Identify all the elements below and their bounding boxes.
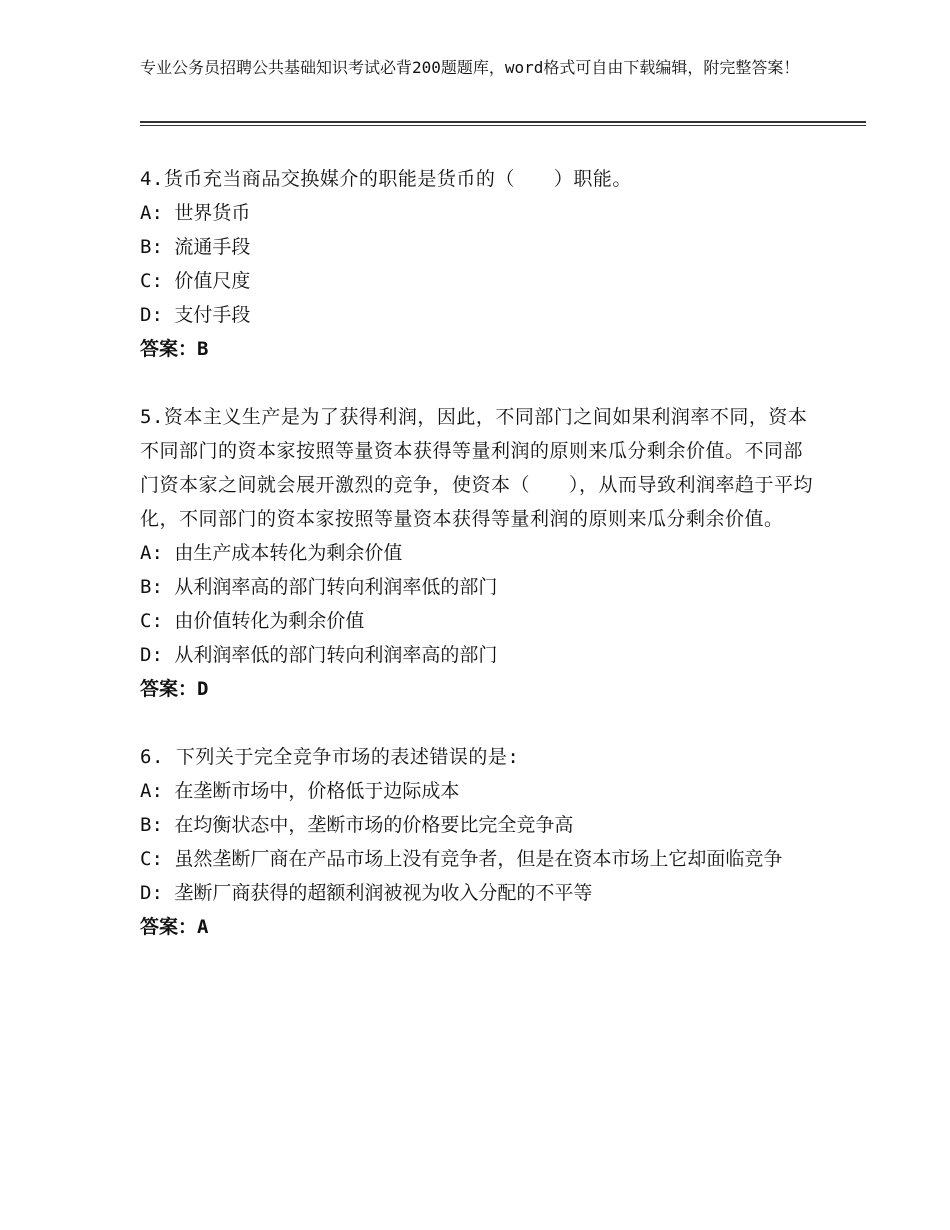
header-rule-thick <box>140 121 866 123</box>
option-d: D: 垄断厂商获得的超额利润被视为收入分配的不平等 <box>140 882 593 904</box>
option-a: A: 由生产成本转化为剩余价值 <box>140 542 403 564</box>
option-a: A: 世界货币 <box>140 202 251 224</box>
option-a: A: 在垄断市场中，价格低于边际成本 <box>140 780 460 802</box>
answer: 答案：A <box>140 916 209 938</box>
option-c: C: 价值尺度 <box>140 270 251 292</box>
answer: 答案：D <box>140 678 209 700</box>
question-text: 6. 下列关于完全竞争市场的表述错误的是: <box>140 746 520 768</box>
answer: 答案：B <box>140 338 209 360</box>
question-text: 5.资本主义生产是为了获得利润，因此，不同部门之间如果利润率不同，资本不同部门的资本家按照等量资本获得等量利润的原则来瓜分剩余价值。不同部门资本家之间就会展开激烈的竞争，使资本（ ），从而导致利润率趋于平均化，不同部门的资本家按照等量资本获得等量利润的原则来瓜分剩余价值。 <box>140 406 814 530</box>
question-list <box>140 162 820 978</box>
header-text: 专业公务员招聘公共基础知识考试必背200题题库，word格式可自由下载编辑，附完整答案！ <box>140 58 800 77</box>
question-text: 4.货币充当商品交换媒介的职能是货币的（ ）职能。 <box>140 168 632 190</box>
header-rule-thin <box>140 125 866 126</box>
question-6 <box>140 740 820 944</box>
option-d: D: 支付手段 <box>140 304 251 326</box>
option-b: B: 从利润率高的部门转向利润率低的部门 <box>140 576 498 598</box>
document-header <box>140 56 830 79</box>
option-b: B: 流通手段 <box>140 236 251 258</box>
option-d: D: 从利润率低的部门转向利润率高的部门 <box>140 644 498 666</box>
question-5 <box>140 400 820 706</box>
option-c: C: 虽然垄断厂商在产品市场上没有竞争者，但是在资本市场上它却面临竞争 <box>140 848 783 870</box>
option-b: B: 在均衡状态中，垄断市场的价格要比完全竞争高 <box>140 814 574 836</box>
question-4 <box>140 162 820 366</box>
option-c: C: 由价值转化为剩余价值 <box>140 610 365 632</box>
